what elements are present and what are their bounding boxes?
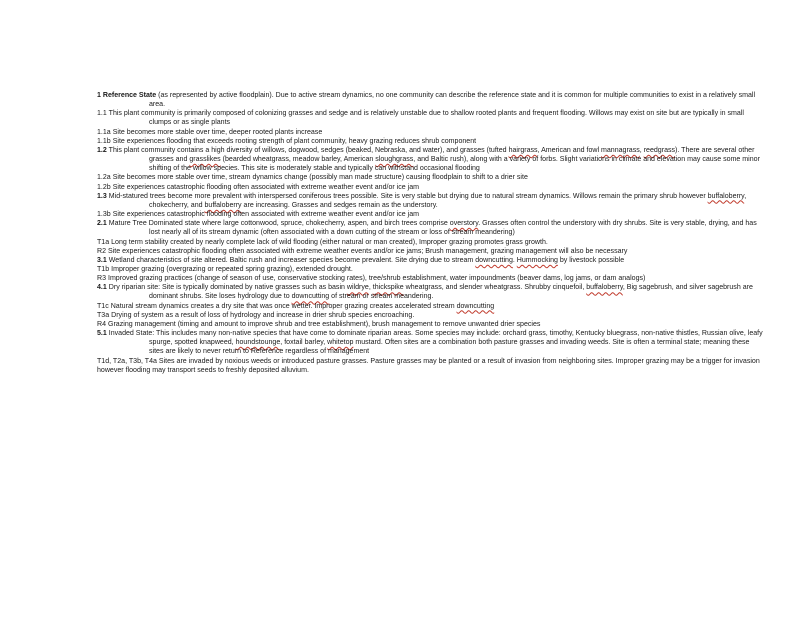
entry-text: Long term stability created by nearly complete lack of wild flooding (either natural or man created), Improper grazing promotes grass growth. [111, 238, 548, 246]
entry-1 [97, 91, 765, 109]
entry-label: T1b [97, 265, 110, 273]
entry-text: Drying of system as a result of loss of hydrology and increase in drier shrub species encroaching. [111, 311, 415, 319]
entry-label: T1d, T2a, T3b, T4a [97, 357, 157, 365]
entry-label: R3 [97, 275, 107, 283]
entry-text: Site experiences catastrophic flooding often associated with extreme weather event and/or ice jam [112, 183, 420, 191]
entry-5-1 [97, 329, 765, 356]
entry-r3 [97, 274, 765, 283]
entry-label: 1.2a [97, 174, 111, 182]
entry-label: 1.3b [97, 211, 111, 219]
entry-text: , Big sagebrush, and silver sagebrush are dominant shrubs. Site loses hydrology due to [149, 284, 753, 301]
entry-label: 4.1 [97, 284, 107, 292]
spellcheck-word: houndstounge [235, 339, 281, 347]
entry-label: 1.1b [97, 137, 111, 145]
entry-text: ). There are several other grasses and [149, 146, 755, 164]
spellcheck-word: Hummocking [516, 256, 558, 264]
entry-text: wheatgrass, and slender wheatgrass. Shrubby cinquefoil, [403, 284, 587, 292]
entry-label: 1.1a [97, 128, 111, 136]
entry-t3a [97, 311, 765, 320]
entry-t1c [97, 302, 765, 311]
entry-text: , foxtail barley, [280, 339, 328, 347]
entry-text: This plant community contains a high diversity of willows, dogwood, sedges (beaked, Nebraska, and water), and grasses (tufted [108, 146, 509, 154]
entry-text: Improved grazing practices (change of season of use, conservative stocking rates), tree/shrub establishment, water impoundments (beaver dams, log jams, or dam analogs) [107, 275, 646, 283]
entry-text: Site becomes more stable over time, deeper rooted plants increase [112, 128, 323, 136]
entry-label: 5.1 [97, 330, 107, 338]
entry-label: 3.1 [97, 256, 107, 264]
entry-text: . [512, 256, 517, 264]
entry-t1b [97, 265, 765, 274]
entry-text: mustard. Often sites are a combination both pasture grasses and invading weeds. Site is often a terminal state; meaning these sites are likely to never return to Reference regardless of management [149, 339, 750, 356]
entry-text: , chokecherry, and [149, 192, 747, 209]
entry-text: are increasing. Grasses and sedges remain as the understory. [241, 201, 438, 209]
entry-label: T1c [97, 302, 109, 310]
entry-1-2b [97, 183, 765, 192]
spellcheck-word: thickspike [372, 284, 404, 292]
entry-text: Wetland characteristics of site altered. Baltic rush and increaser species become prevalent. Site drying due to stream [108, 256, 476, 264]
entry-1-2a [97, 173, 765, 182]
spellcheck-word: grasslikes [189, 156, 221, 164]
entry-label: 1.2b [97, 183, 111, 191]
spellcheck-word: mannagrass [601, 146, 640, 154]
entry-text: of stream or stream meandering. [329, 293, 434, 301]
entry-text: (bearded wheatgrass, meadow barley, American [220, 156, 376, 164]
spellcheck-word: whitetop [327, 339, 354, 347]
entry-text: Dry riparian site: Site is typically dominated by native grasses such as basin [108, 284, 347, 292]
entry-label: T3a [97, 311, 110, 319]
entry-t1d [97, 357, 765, 375]
entry-text: , [368, 284, 373, 292]
entry-3-1 [97, 256, 765, 265]
spellcheck-word: downcutting [291, 293, 330, 301]
entry-label: R2 [97, 247, 107, 255]
entry-text: Site experiences flooding that exceeds rooting strength of plant community, heavy grazing reduces shrub component [112, 137, 477, 145]
entry-text: Site experiences catastrophic flooding often associated with extreme weather event and/or ice jam [112, 211, 420, 219]
entry-4-1 [97, 283, 765, 301]
document-body [97, 91, 765, 375]
entry-text: , American and fowl [537, 146, 601, 154]
entry-text: Invaded State: This includes many non-native species that have come to dominate riparian areas. Some species may include: orchard grass, timothy, Kentucky bluegrass, non-native thistles, Russian olive, leafy spurge, spotted knapweed, [108, 330, 763, 347]
entry-1-1 [97, 109, 765, 127]
spellcheck-word: downcutting [456, 302, 495, 310]
entry-text: by livestock possible [557, 256, 625, 264]
entry-label: 1.2 [97, 146, 107, 154]
entry-label: 1 Reference State [97, 92, 157, 99]
entry-text: Site becomes more stable over time, stream dynamics change (possibly man made structure) causing floodplain to shift to a drier site [112, 174, 528, 182]
entry-text: , [639, 146, 644, 154]
entry-1-3 [97, 192, 765, 210]
entry-text: Mature Tree Dominated state where large cottonwood, spruce, chokecherry, aspen, and birch trees comprise [108, 220, 450, 228]
entry-label: R4 [97, 320, 107, 328]
spellcheck-word: downcutting [475, 256, 513, 264]
entry-r2 [97, 247, 765, 256]
entry-text: Site experiences catastrophic flooding often associated with extreme weather events and/or ice jams; Brush management, grazing management will also be necessary [107, 247, 628, 255]
entry-r4 [97, 320, 765, 329]
entry-text: Sites are invaded by noxious weeds or introduced pasture grasses. Pasture grasses may be planted or a result of invasion from neighboring sites. Improper grazing may be a trigger for invasion however flooding may transport seeds to freshly deposited alluvium. [97, 357, 760, 374]
entry-label: T1a [97, 238, 110, 246]
entry-1-2 [97, 146, 765, 173]
entry-text: . Grasses often control the understory with dry shrubs. Site is very stable, drying, and has lost nearly all of its stream dynamic (often associated with a down cutting of the stream or loss of stream meandering) [149, 220, 757, 237]
entry-text: (as represented by active floodplain). Due to active stream dynamics, no one community can describe the reference state and it is common for multiple communities to exist in a relatively small area. [149, 92, 756, 109]
spellcheck-word: wildrye [346, 284, 369, 292]
spellcheck-word: sloughgrass [375, 156, 414, 164]
spellcheck-word: buffaloberry [586, 284, 623, 292]
entry-t1a [97, 238, 765, 247]
entry-text: Grazing management (timing and amount to improve shrub and tree establishment), brush management to remove unwanted drier species [107, 320, 541, 328]
entry-label: 1.3 [97, 192, 107, 200]
entry-1-1b [97, 137, 765, 146]
entry-text: , and Baltic rush), along with a variety of forbs. Slight variations in climate and elevation may cause some minor shifting of the willow species. This site is moderately stable and typically can withstand occasional flooding [149, 156, 760, 173]
entry-label: 1.1 [97, 110, 107, 118]
entry-text: Mid-statured trees become more prevalent with interspersed coniferous trees possible. Site is very stable but drying due to natural stream dynamics. Willows remain the primary shrub however [108, 192, 708, 200]
spellcheck-word: buffaloberry [707, 192, 745, 200]
entry-text: This plant community is primarily composed of colonizing grasses and sedge and is relatively unstable due to shallow rooted plants and frequent flooding. Willows may exist on site but are typically in small clumps or as single plants [108, 110, 744, 127]
entry-text: Natural stream dynamics creates a dry site that was once wetter. Improper grazing creates accelerated stream [110, 302, 457, 310]
entry-label: 2.1 [97, 220, 107, 228]
entry-1-3b [97, 210, 765, 219]
spellcheck-word: overstory [449, 220, 479, 228]
entry-2-1 [97, 219, 765, 237]
spellcheck-word: buffaloberry [204, 201, 242, 209]
entry-1-1a [97, 128, 765, 137]
entry-text: Improper grazing (overgrazing or repeated spring grazing), extended drought. [111, 265, 353, 273]
spellcheck-word: reedgrass [643, 146, 676, 154]
spellcheck-word: hairgrass [508, 146, 538, 154]
